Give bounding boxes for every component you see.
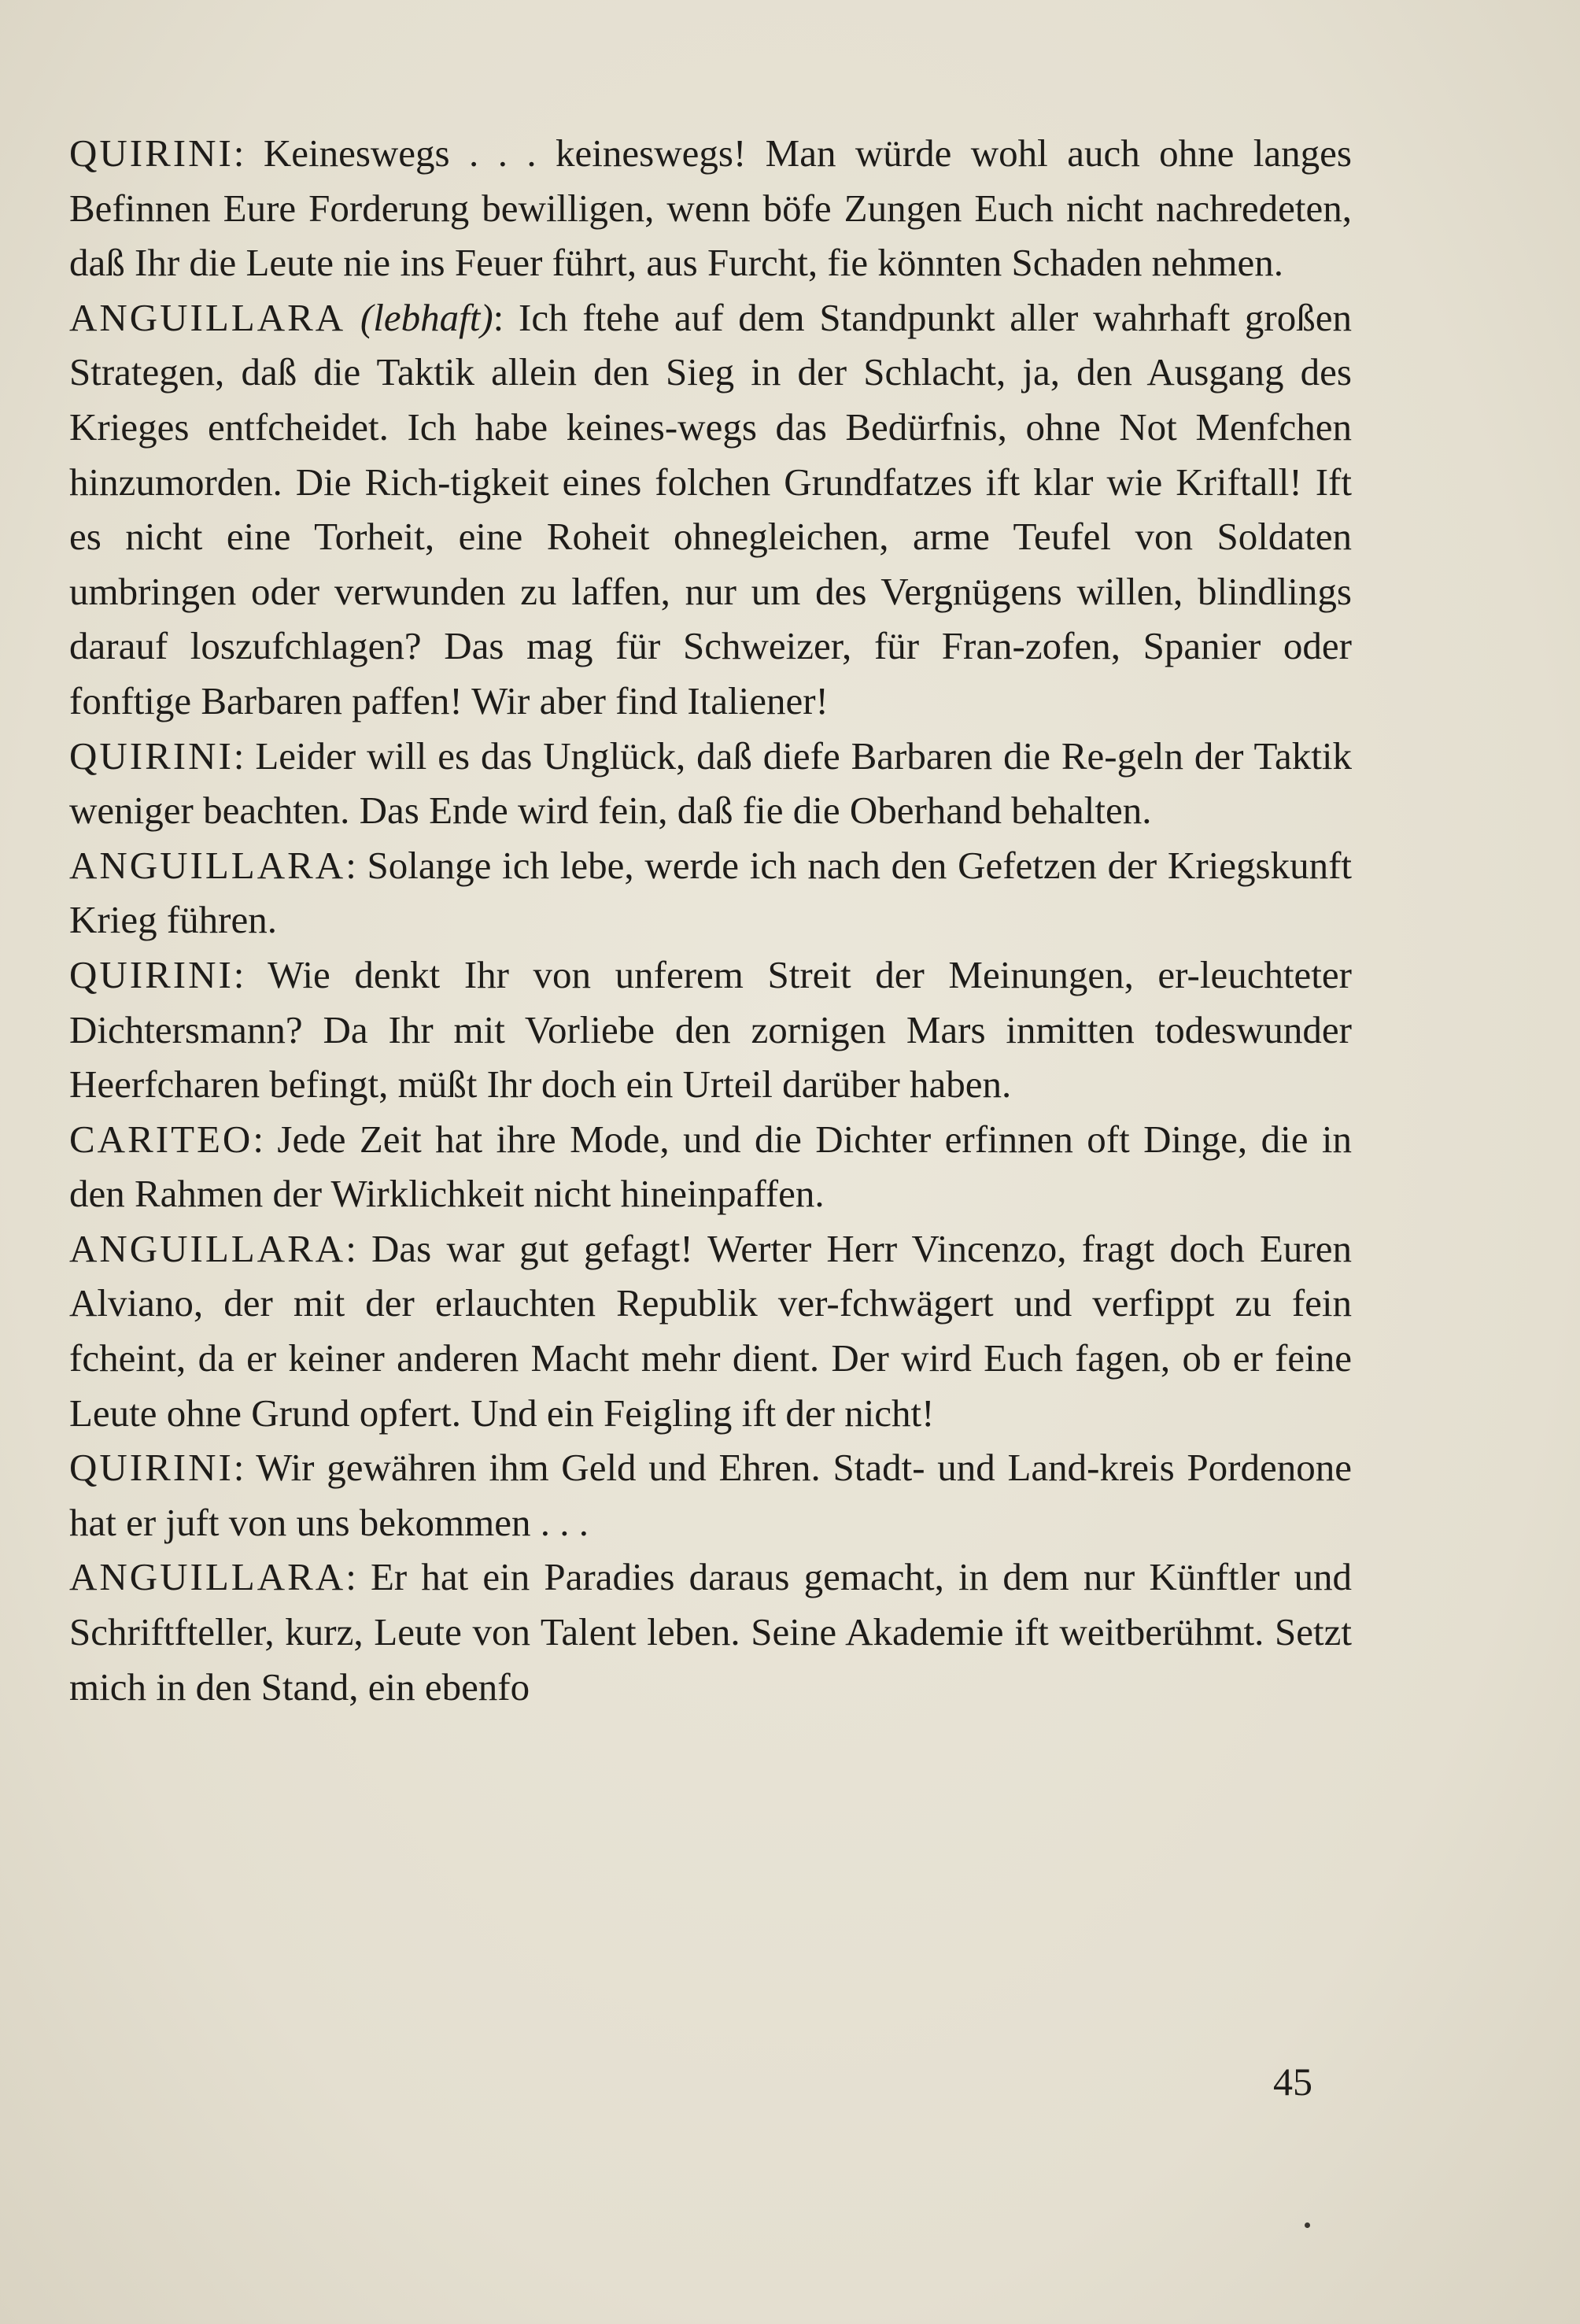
- speech-text: Das war gut gefagt! Werter Herr Vincenzo, fragt doch Euren Alviano, der mit der erlauchten Republik ver-fchwägert und verfippt zu fein fcheint, da er keiner anderen Macht mehr dient. Der wird Euch fagen, ob er feine Leute ohne Grund opfert. Und ein Feigling ift der nicht!: [69, 1226, 1352, 1435]
- speaker-name: ANGUILLARA: [69, 1555, 346, 1599]
- speech-quirini-4: QUIRINI: Wir gewähren ihm Geld und Ehren. Stadt- und Land-kreis Pordenone hat er juft von uns bekommen . . .: [69, 1446, 1352, 1544]
- speech-cariteo-1: CARITEO: Jede Zeit hat ihre Mode, und die Dichter erfinnen oft Dinge, die in den Rahmen der Wirklichkeit nicht hineinpaffen.: [69, 1117, 1352, 1216]
- speech-anguillara-2: ANGUILLARA: Solange ich lebe, werde ich nach den Gefetzen der Kriegskunft Krieg führen.: [69, 843, 1352, 942]
- speaker-name: QUIRINI: [69, 131, 234, 175]
- speech-text: Jede Zeit hat ihre Mode, und die Dichter erfinnen oft Dinge, die in den Rahmen der Wirklichkeit nicht hineinpaffen.: [69, 1117, 1352, 1216]
- speech-text: Leider will es das Unglück, daß diefe Barbaren die Re-geln der Taktik weniger beachten. Das Ende wird fein, daß fie die Oberhand behalten.: [69, 733, 1352, 833]
- speech-quirini-2: QUIRINI: Leider will es das Unglück, daß diefe Barbaren die Re-geln der Taktik weniger beachten. Das Ende wird fein, daß fie die Oberhand behalten.: [69, 733, 1352, 833]
- dialogue-text: [69, 126, 1352, 1714]
- stage-direction: (lebhaft): [360, 295, 493, 339]
- speaker-name: CARITEO: [69, 1117, 253, 1161]
- speech-anguillara-1: ANGUILLARA (lebhaft): Ich ftehe auf dem Standpunkt aller wahrhaft großen Strategen, daß die Taktik allein den Sieg in der Schlacht, ja, den Ausgang des Krieges entfcheidet. Ich habe keines-wegs das Bedürfnis, ohne Not Menfchen hinzumorden. Die Rich-tigkeit eines folchen Grundfatzes ift klar wie Kriftall! Ift es nicht eine Torheit, eine Roheit ohnegleichen, arme Teufel von Soldaten umbringen oder verwunden zu laffen, nur um des Vergnügens willen, blindlings darauf loszufchlagen? Das mag für Schweizer, für Fran-zofen, Spanier oder fonftige Barbaren paffen! Wir aber find Italiener!: [69, 295, 1352, 722]
- speaker-name: ANGUILLARA: [69, 295, 346, 339]
- speech-anguillara-4: ANGUILLARA: Er hat ein Paradies daraus gemacht, in dem nur Künftler und Schriftfteller, kurz, Leute von Talent leben. Seine Akademie ift weitberühmt. Setzt mich in den Stand, ein ebenfo: [69, 1555, 1352, 1709]
- speech-quirini-1: QUIRINI: Keineswegs . . . keineswegs! Man würde wohl auch ohne langes Befinnen Eure Forderung bewilligen, wenn böfe Zungen Euch nicht nachredeten, daß Ihr die Leute nie ins Feuer führt, aus Furcht, fie könnten Schaden nehmen.: [69, 131, 1352, 285]
- speech-text: Solange ich lebe, werde ich nach den Gefetzen der Kriegskunft Krieg führen.: [69, 843, 1352, 942]
- speech-anguillara-3: ANGUILLARA: Das war gut gefagt! Werter Herr Vincenzo, fragt doch Euren Alviano, der mit der erlauchten Republik ver-fchwägert und verfippt zu fein fcheint, da er keiner anderen Macht mehr dient. Der wird Euch fagen, ob er feine Leute ohne Grund opfert. Und ein Feigling ift der nicht!: [69, 1226, 1352, 1435]
- ink-speck: [1305, 2222, 1310, 2228]
- speech-text: Keineswegs . . . keineswegs! Man würde wohl auch ohne langes Befinnen Eure Forderung bewilligen, wenn böfe Zungen Euch nicht nachredeten, daß Ihr die Leute nie ins Feuer führt, aus Furcht, fie könnten Schaden nehmen.: [69, 131, 1352, 285]
- page-number: 45: [1273, 2060, 1312, 2104]
- speech-text: Er hat ein Paradies daraus gemacht, in dem nur Künftler und Schriftfteller, kurz, Leute von Talent leben. Seine Akademie ift weitberühmt. Setzt mich in den Stand, ein ebenfo: [69, 1555, 1352, 1709]
- speech-text: Wir gewähren ihm Geld und Ehren. Stadt- und Land-kreis Pordenone hat er juft von uns bekommen . . .: [69, 1446, 1352, 1544]
- speech-text: Ich ftehe auf dem Standpunkt aller wahrhaft großen Strategen, daß die Taktik allein den Sieg in der Schlacht, ja, den Ausgang des Krieges entfcheidet. Ich habe keines-wegs das Bedürfnis, ohne Not Menfchen hinzumorden. Die Rich-tigkeit eines folchen Grundfatzes ift klar wie Kriftall! Ift es nicht eine Torheit, eine Roheit ohnegleichen, arme Teufel von Soldaten umbringen oder verwunden zu laffen, nur um des Vergnügens willen, blindlings darauf loszufchlagen? Das mag für Schweizer, für Fran-zofen, Spanier oder fonftige Barbaren paffen! Wir aber find Italiener!: [69, 295, 1352, 722]
- speech-quirini-3: QUIRINI: Wie denkt Ihr von unferem Streit der Meinungen, er-leuchteter Dichtersmann? Da Ihr mit Vorliebe den zornigen Mars inmitten todeswunder Heerfcharen befingt, müßt Ihr doch ein Urteil darüber haben.: [69, 952, 1352, 1107]
- speaker-name: ANGUILLARA: [69, 1226, 346, 1270]
- speaker-name: ANGUILLARA: [69, 843, 346, 887]
- speaker-name: QUIRINI: [69, 952, 234, 996]
- speaker-name: QUIRINI: [69, 733, 234, 778]
- speech-text: Wie denkt Ihr von unferem Streit der Meinungen, er-leuchteter Dichtersmann? Da Ihr mit Vorliebe den zornigen Mars inmitten todeswunder Heerfcharen befingt, müßt Ihr doch ein Urteil darüber haben.: [69, 952, 1352, 1107]
- speaker-name: QUIRINI: [69, 1446, 234, 1490]
